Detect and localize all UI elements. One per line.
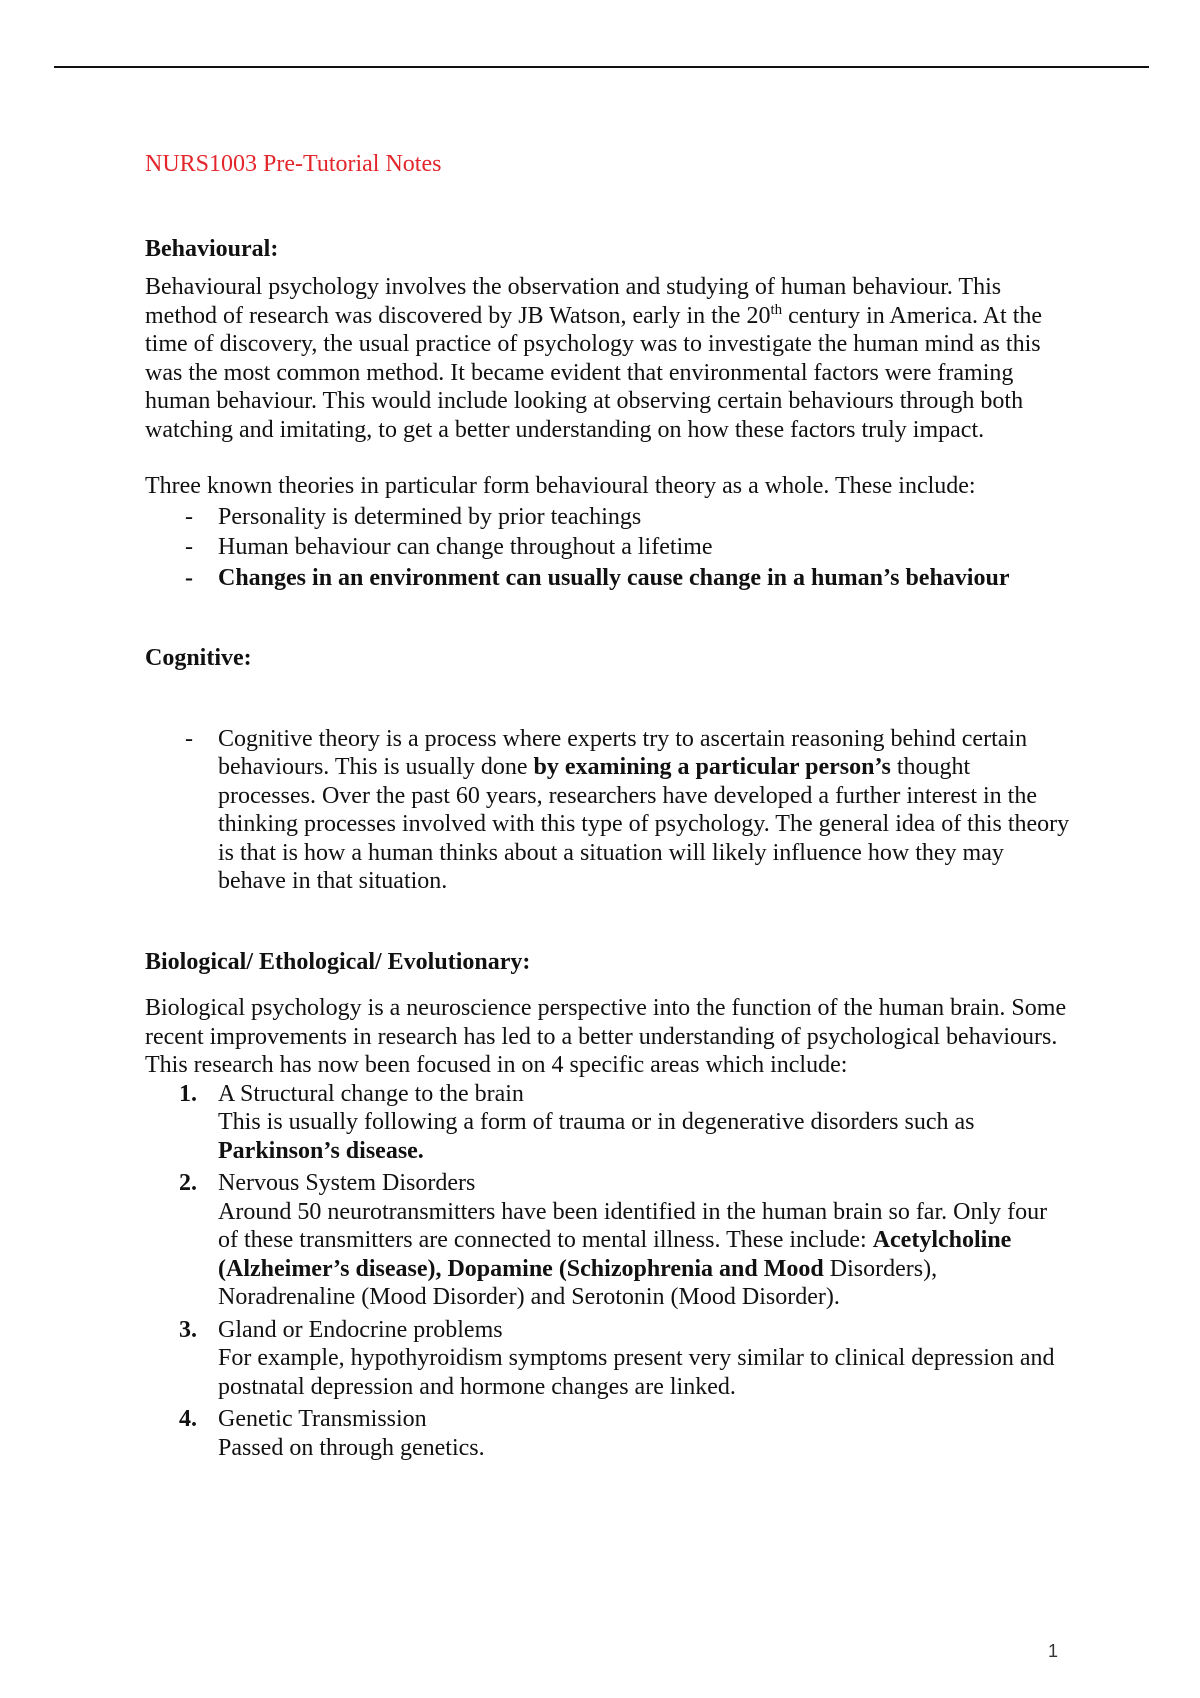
list-item: - Personality is determined by prior teachings xyxy=(145,503,1070,532)
list-item xyxy=(145,1080,1070,1166)
desc-part1: Passed on through genetics. xyxy=(218,1434,485,1461)
list-item xyxy=(145,1405,1070,1462)
section-heading-behavioural: Behavioural: xyxy=(145,235,279,262)
desc-part1: For example, hypothyroidism symptoms present very similar to clinical depression and postnatal depression and hormone changes are linked. xyxy=(218,1345,1055,1400)
document-title: NURS1003 Pre-Tutorial Notes xyxy=(145,151,442,177)
list-item-number: 1. xyxy=(179,1080,197,1107)
list-item-number: 2. xyxy=(179,1170,197,1196)
list-item-number: 4. xyxy=(179,1406,197,1432)
list-item: - Changes in an environment can usually cause change in a human’s behaviour xyxy=(145,564,1070,593)
desc-bold: Acetylcholine (Alzheimer’s disease), Dopamine (Schizophrenia and Mood xyxy=(218,1227,1012,1282)
desc-part2: Disorders), Noradrenaline (Mood Disorder) and Serotonin (Mood Disorder). xyxy=(218,1255,938,1310)
section-heading-cognitive: Cognitive: xyxy=(145,645,252,671)
desc-part1: This is usually following a form of trauma or in degenerative disorders such as xyxy=(218,1109,975,1135)
list-item-desc xyxy=(218,1198,1070,1312)
header-rule xyxy=(54,66,1149,68)
list-item-title: A Structural change to the brain xyxy=(218,1080,524,1107)
cognitive-text-part1: Cognitive theory is a process where experts try to ascertain reasoning behind certain behaviours. This is usually done xyxy=(218,725,1028,780)
behavioural-paragraph xyxy=(145,273,1070,444)
list-item-title: Gland or Endocrine problems xyxy=(218,1316,503,1343)
list-item: - Human behaviour can change throughout a lifetime xyxy=(145,533,1070,562)
list-item-title: Nervous System Disorders xyxy=(218,1170,476,1196)
cognitive-list xyxy=(145,725,1070,896)
behavioural-intro: Three known theories in particular form behavioural theory as a whole. These include: xyxy=(145,473,976,499)
cognitive-text-bold: by examining a particular person’s xyxy=(533,754,891,780)
list-item-desc xyxy=(218,1108,1070,1165)
list-item xyxy=(145,725,1070,896)
list-item-desc xyxy=(218,1344,1070,1401)
document-body xyxy=(145,150,1070,1466)
behavioural-paragraph-sup: th xyxy=(770,301,783,318)
list-item xyxy=(145,1169,1070,1312)
desc-bold: Parkinson’s disease. xyxy=(218,1137,424,1164)
list-item xyxy=(145,1316,1070,1402)
desc-part1: Around 50 neurotransmitters have been identified in the human brain so far. Only four of these transmitters are connected to mental illness. These include: xyxy=(218,1198,1048,1253)
behavioural-theory-list xyxy=(145,503,1070,593)
page-number: 1 xyxy=(1048,1641,1059,1661)
section-heading-biological: Biological/ Ethological/ Evolutionary: xyxy=(145,948,531,975)
list-item-desc xyxy=(218,1434,1070,1463)
cognitive-text-part2: thought processes. Over the past 60 years, researchers have developed a further interest in the thinking processes involved with this type of psychology. The general idea of this theory is that is how a human thinks about a situation will likely influence how they may behave in that situation. xyxy=(218,754,1070,894)
list-item-number: 3. xyxy=(179,1316,197,1343)
behavioural-paragraph-part2: century in America. At the time of discovery, the usual practice of psychology was to investigate the human mind as this was the most common method. It became evident that environmental factors were framing human behaviour. This would include looking at observing certain behaviours through both watching and imitating, to get a better understanding on how these factors truly impact. xyxy=(145,302,1043,443)
list-item-title: Genetic Transmission xyxy=(218,1406,427,1432)
behavioural-paragraph-part1: Behavioural psychology involves the observation and studying of human behaviour. This method of research was discovered by JB Watson, early in the 20 xyxy=(145,274,1002,329)
biological-paragraph: Biological psychology is a neuroscience perspective into the function of the human brain. Some recent improvements in research has led to a better understanding of psychological behaviours. This research has now been focused in on 4 specific areas which include: xyxy=(145,995,1067,1078)
biological-areas-list xyxy=(145,1080,1070,1463)
